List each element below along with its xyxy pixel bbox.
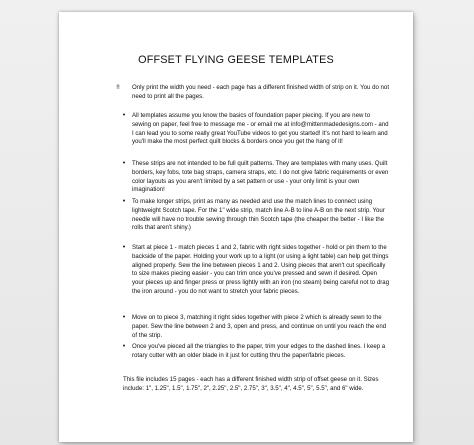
intro-text: Only print the width you need - each page has a different finished width of strip on it. You do not need to print all the pages.	[132, 84, 390, 100]
list-item	[122, 112, 390, 147]
list-item	[122, 314, 390, 340]
document-title: OFFSET FLYING GEESE TEMPLATES	[138, 54, 334, 66]
document-page	[59, 12, 413, 442]
list-item-text: To make longer strips, print as many as needed and use the match lines to connect using lightweight Scotch tape. For the 1" wide strip, match line A-B to line A-B on the next strip. Your needle will have no trouble sewing through thin Scotch tape (the cheaper the better - I like the rolls that aren't shiny.)	[132, 198, 385, 232]
bullet-marker: •	[122, 198, 126, 205]
bullet-marker: •	[122, 112, 126, 119]
list-item-text: Once you've pieced all the triangles to the paper, trim your edges to the dashed lines. I keep a rotary cutter with an older blade in it just for cutting thru the paper/fabric pieces.	[132, 343, 386, 359]
list-item-text: All templates assume you know the basics of foundation paper piecing. If you are new to sewing on paper, feel free to message me - or email me at info@mittenmadedesigns.com - and I can lead you to some really great YouTube videos to get you started! It's not hard to learn and you'll make the most perfect quilt blocks & borders once you get the hang of it!	[132, 112, 389, 146]
list-item	[122, 343, 390, 361]
list-item-text: These strips are not intended to be full quilt patterns. They are templates with many uses. Quilt borders, key fobs, tote bag straps, camera straps, etc. I do not give fabric requirements or even color layouts as you aren't limited by a set pattern or use - your only limit is your own imagination!	[132, 160, 389, 194]
list-item-text: Start at piece 1 - match pieces 1 and 2, fabric with right sides together - hold or pin them to the backside of the paper. Holding your work up to a light (or using a light table) can help get things aligned properly. Sew the line between pieces 1 and 2. Using pieces that aren't cut specifically to size makes piecing easier - you can trim once you've pressed and sewn if desired. Open your pieces up and finger press or press lightly with an iron (no steam) being careful not to drag the iron around - you do not want to stretch your fabric pieces.	[132, 244, 390, 295]
bullet-marker: •	[122, 314, 126, 321]
list-item	[122, 244, 390, 297]
exclamation-marker: !!	[116, 84, 120, 91]
bullet-marker: •	[122, 343, 126, 350]
bullet-marker: •	[122, 244, 126, 251]
list-item	[122, 198, 390, 233]
intro-note	[116, 84, 390, 102]
list-item-text: Move on to piece 3, matching it right sides together with piece 2 which is already sewn to the paper. Sew the line between 2 and 3, open and press, and continue on until you reach the end of the strip.	[132, 314, 387, 339]
list-item	[122, 160, 390, 195]
bullet-marker: •	[122, 160, 126, 167]
closing-paragraph: This file includes 15 pages - each has a different finished width strip of offset geese on it. Sizes include: 1", 1.25", 1.5", 1.75", 2", 2.25", 2.5", 2.75", 3", 3.5", 4", 4.5", 5", 5.5", and 6" wide.	[123, 376, 379, 392]
